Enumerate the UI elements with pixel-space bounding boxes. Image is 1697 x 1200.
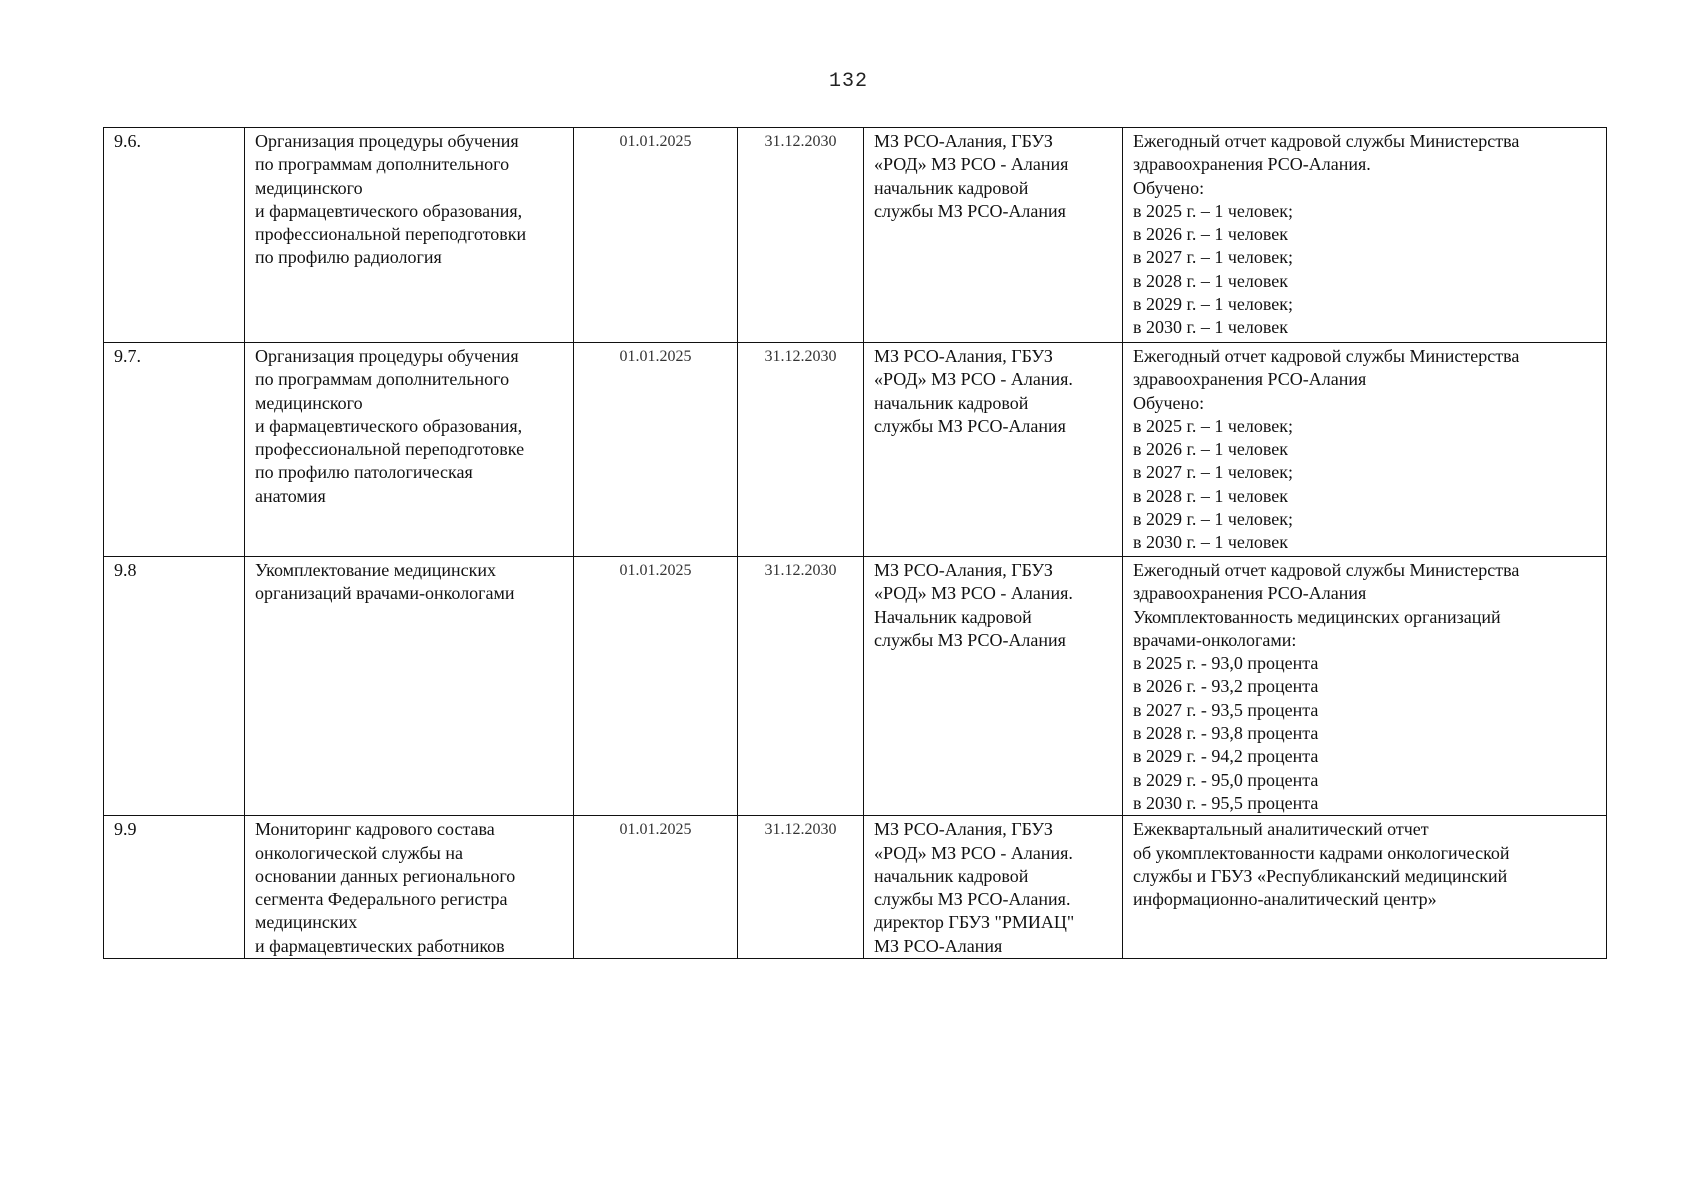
event-line: сегмента Федерального регистра (255, 889, 508, 910)
responsible-line: службы МЗ РСО-Алания (874, 200, 1066, 221)
result-line: в 2030 г. – 1 человек (1133, 532, 1289, 553)
responsible-line: МЗ РСО-Алания, ГБУЗ (874, 346, 1053, 366)
result-line: в 2025 г. - 93,0 процента (1133, 653, 1319, 674)
responsible-cell (864, 816, 1123, 959)
event-cell (245, 343, 574, 557)
event-line: профессиональной переподготовки (255, 224, 527, 245)
result-cell (1123, 816, 1607, 959)
row-number: 9.9 (104, 816, 245, 959)
result-line: в 2026 г. - 93,2 процента (1133, 676, 1319, 697)
table-row (104, 816, 1607, 959)
result-line: здравоохранения РСО-Алания (1133, 369, 1367, 390)
result-line: Ежегодный отчет кадровой службы Министерства (1133, 131, 1520, 151)
result-line: Укомплектованность медицинских организаций (1133, 606, 1501, 627)
responsible-line: МЗ РСО-Алания (874, 935, 1003, 956)
end-date: 31.12.2030 (738, 816, 864, 959)
table-body (104, 128, 1607, 959)
responsible-line: «РОД» МЗ РСО - Алания (874, 154, 1069, 175)
result-line: Ежегодный отчет кадровой службы Министерства (1133, 346, 1520, 366)
event-line: и фармацевтического образования, (255, 200, 523, 221)
event-line: основании данных регионального (255, 865, 516, 886)
start-date: 01.01.2025 (574, 128, 738, 343)
table-row (104, 557, 1607, 816)
responsible-line: Начальник кадровой (874, 606, 1032, 627)
start-date: 01.01.2025 (574, 816, 738, 959)
event-line: по программам дополнительного (255, 154, 510, 175)
result-line: в 2028 г. – 1 человек (1133, 485, 1289, 506)
result-line: службы и ГБУЗ «Республиканский медицинский (1133, 865, 1508, 886)
event-line: и фармацевтических работников (255, 935, 505, 956)
row-number: 9.7. (104, 343, 245, 557)
responsible-line: «РОД» МЗ РСО - Алания. (874, 369, 1073, 390)
event-line: и фармацевтического образования, (255, 415, 523, 436)
result-cell (1123, 128, 1607, 343)
result-line: в 2025 г. – 1 человек; (1133, 415, 1294, 436)
event-line: организаций врачами-онкологами (255, 583, 515, 604)
event-line: по программам дополнительного (255, 369, 510, 390)
result-line: Ежегодный отчет кадровой службы Министерства (1133, 560, 1520, 580)
event-line: по профилю радиология (255, 247, 442, 268)
row-number: 9.6. (104, 128, 245, 343)
result-cell (1123, 557, 1607, 816)
result-line: в 2026 г. – 1 человек (1133, 439, 1289, 460)
event-cell (245, 816, 574, 959)
responsible-line: службы МЗ РСО-Алания. (874, 889, 1071, 910)
table-row (104, 343, 1607, 557)
event-line: Организация процедуры обучения (255, 131, 519, 151)
responsible-cell (864, 343, 1123, 557)
result-line: информационно-аналитический центр» (1133, 889, 1437, 910)
result-line: в 2026 г. – 1 человек (1133, 224, 1289, 245)
event-line: онкологической службы на (255, 842, 463, 863)
result-line: в 2028 г. – 1 человек (1133, 270, 1289, 291)
result-line: в 2027 г. – 1 человек; (1133, 247, 1294, 268)
responsible-cell (864, 128, 1123, 343)
result-line: в 2028 г. - 93,8 процента (1133, 723, 1319, 744)
start-date: 01.01.2025 (574, 343, 738, 557)
start-date: 01.01.2025 (574, 557, 738, 816)
end-date: 31.12.2030 (738, 557, 864, 816)
responsible-line: начальник кадровой (874, 865, 1029, 886)
result-line: Ежеквартальный аналитический отчет (1133, 819, 1429, 840)
result-line: Обучено: (1133, 177, 1205, 198)
result-line: в 2027 г. – 1 человек; (1133, 462, 1294, 483)
responsible-line: МЗ РСО-Алания, ГБУЗ (874, 560, 1053, 580)
result-line: здравоохранения РСО-Алания. (1133, 154, 1371, 175)
end-date: 31.12.2030 (738, 343, 864, 557)
event-cell (245, 557, 574, 816)
responsible-line: «РОД» МЗ РСО - Алания. (874, 842, 1073, 863)
responsible-line: службы МЗ РСО-Алания (874, 629, 1066, 650)
event-cell (245, 128, 574, 343)
activities-table (103, 127, 1607, 959)
result-line: здравоохранения РСО-Алания (1133, 583, 1367, 604)
event-line: медицинских (255, 912, 358, 933)
event-line: медицинского (255, 177, 363, 198)
result-line: в 2029 г. – 1 человек; (1133, 509, 1294, 530)
result-line: Обучено: (1133, 392, 1205, 413)
end-date: 31.12.2030 (738, 128, 864, 343)
event-line: Мониторинг кадрового состава (255, 819, 495, 840)
responsible-line: МЗ РСО-Алания, ГБУЗ (874, 819, 1053, 840)
responsible-line: директор ГБУЗ "РМИАЦ" (874, 912, 1075, 933)
responsible-line: «РОД» МЗ РСО - Алания. (874, 583, 1073, 604)
result-line: в 2025 г. – 1 человек; (1133, 200, 1294, 221)
event-line: Укомплектование медицинских (255, 560, 496, 580)
row-number: 9.8 (104, 557, 245, 816)
responsible-line: МЗ РСО-Алания, ГБУЗ (874, 131, 1053, 151)
result-line: в 2029 г. - 94,2 процента (1133, 746, 1319, 767)
event-line: Организация процедуры обучения (255, 346, 519, 366)
result-line: об укомплектованности кадрами онкологической (1133, 842, 1510, 863)
result-line: в 2029 г. – 1 человек; (1133, 294, 1294, 315)
event-line: по профилю патологическая (255, 462, 473, 483)
result-line: в 2030 г. – 1 человек (1133, 317, 1289, 338)
event-line: медицинского (255, 392, 363, 413)
page-number: 132 (828, 70, 868, 93)
event-line: профессиональной переподготовке (255, 439, 525, 460)
responsible-line: службы МЗ РСО-Алания (874, 415, 1066, 436)
result-line: в 2027 г. - 93,5 процента (1133, 699, 1319, 720)
responsible-cell (864, 557, 1123, 816)
responsible-line: начальник кадровой (874, 392, 1029, 413)
responsible-line: начальник кадровой (874, 177, 1029, 198)
result-line: врачами-онкологами: (1133, 629, 1297, 650)
result-line: в 2029 г. - 95,0 процента (1133, 769, 1319, 790)
event-line: анатомия (255, 485, 326, 506)
result-cell (1123, 343, 1607, 557)
result-line: в 2030 г. - 95,5 процента (1133, 792, 1319, 813)
table-row (104, 128, 1607, 343)
